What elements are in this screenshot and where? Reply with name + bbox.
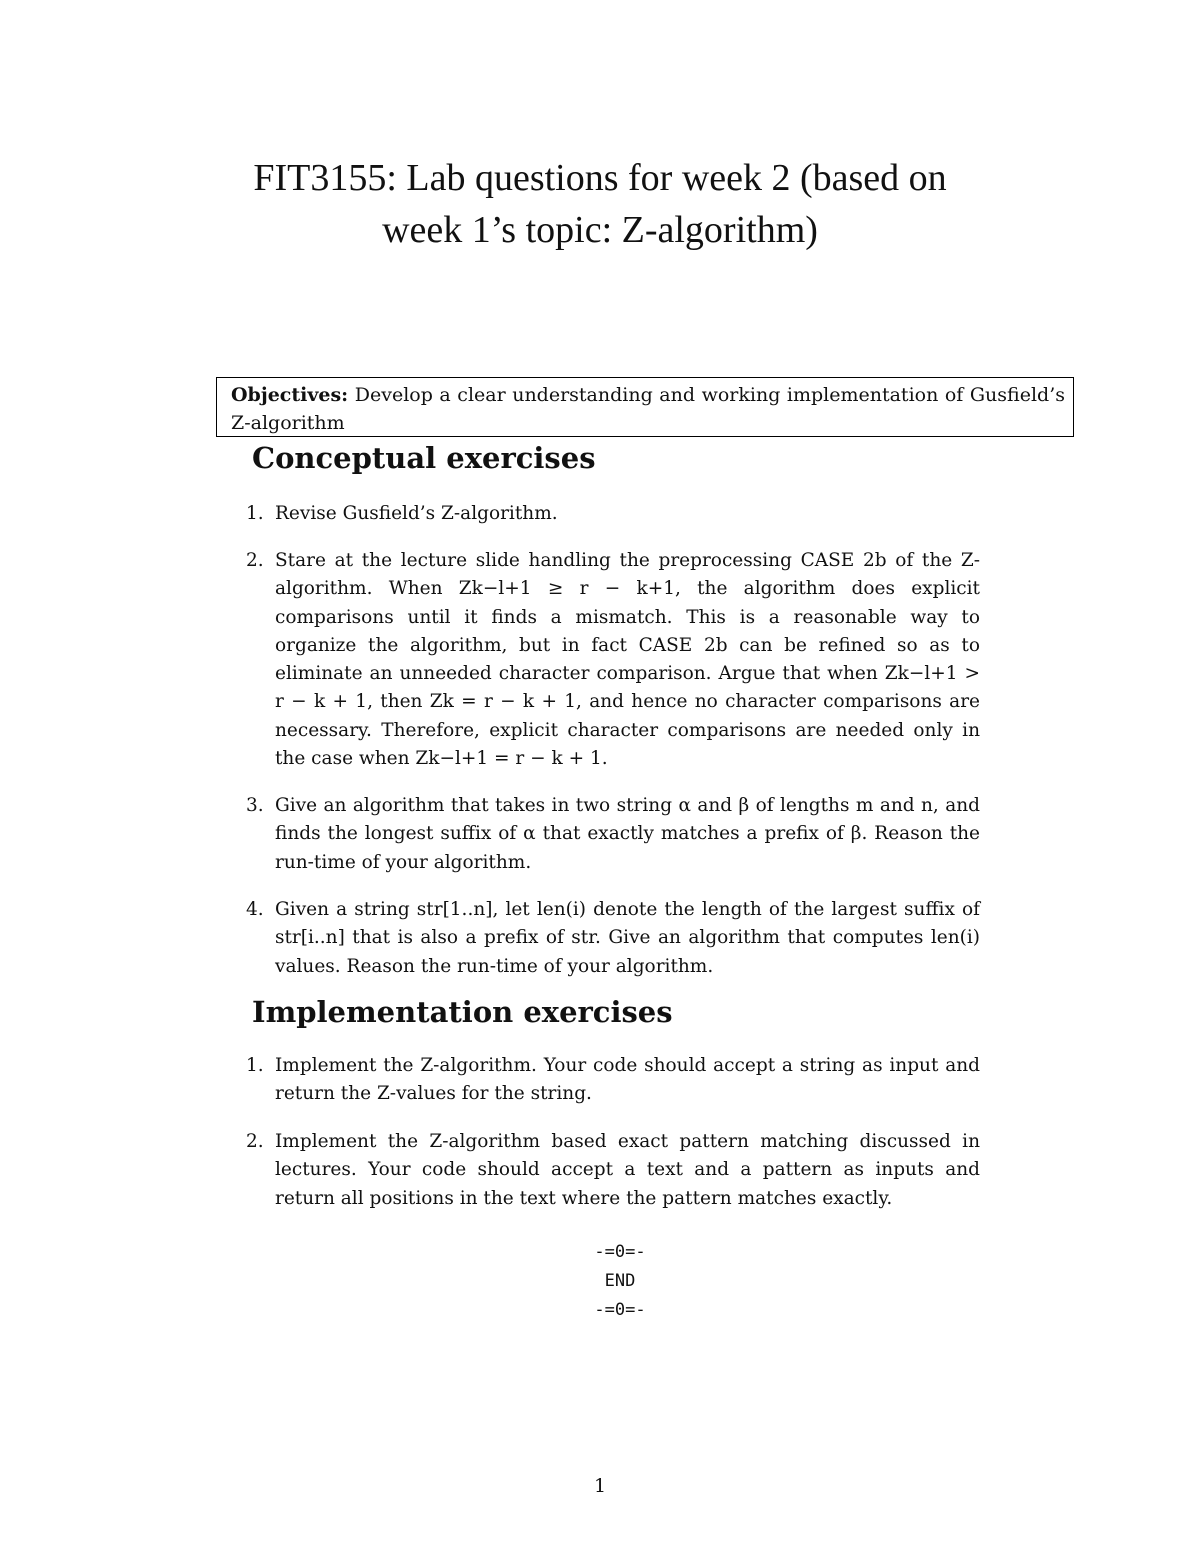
title-line-1: FIT3155: Lab questions for week 2 (based on: [253, 157, 947, 199]
item-number: 2.: [246, 550, 264, 571]
implementation-heading: Implementation exercises: [252, 995, 673, 1029]
objectives-label: Objectives:: [231, 384, 349, 406]
item-number: 1.: [246, 503, 264, 524]
item-number: 4.: [246, 899, 264, 920]
objectives-text: Develop a clear understanding and working implementation of Gusfield’s Z-algorithm: [231, 384, 1065, 434]
implementation-item-1: [246, 1052, 980, 1109]
end-label: END: [604, 1271, 636, 1291]
page-title: [150, 152, 1050, 256]
item-text: Implement the Z-algorithm based exact pattern matching discussed in lectures. Your code should accept a text and a pattern as inputs and return all positions in the text where the pattern matches exactly.: [275, 1131, 980, 1209]
end-divider-top: -=0=-: [594, 1242, 646, 1262]
implementation-item-2: [246, 1128, 980, 1213]
item-number: 2.: [246, 1131, 264, 1152]
title-line-2: week 1’s topic: Z-algorithm): [382, 209, 818, 251]
page-number: 1: [593, 1475, 607, 1497]
end-divider-bottom: -=0=-: [594, 1300, 646, 1320]
conceptual-item-2: [246, 547, 980, 773]
item-number: 3.: [246, 795, 264, 816]
conceptual-item-3: [246, 792, 980, 877]
conceptual-item-4: [246, 896, 980, 981]
item-text: Given a string str[1..n], let len(i) denote the length of the largest suffix of str[i..n] that is also a prefix of str. Give an algorithm that computes len(i) values. Reason the run-time of your algorithm.: [275, 899, 980, 977]
item-number: 1.: [246, 1055, 264, 1076]
item-text: Stare at the lecture slide handling the preprocessing CASE 2b of the Z-algorithm. When Zk−l+1 ≥ r − k+1, the algorithm does explicit comparisons until it finds a mismatch. This is a reasonable way to organize the algorithm, but in fact CASE 2b can be refined so as to eliminate an unneeded character comparison. Argue that when Zk−l+1 > r − k + 1, then Zk = r − k + 1, and hence no character comparisons are necessary. Therefore, explicit character comparisons are needed only in the case when Zk−l+1 = r − k + 1.: [275, 550, 980, 770]
item-text: Revise Gusfield’s Z-algorithm.: [275, 503, 558, 524]
conceptual-heading: Conceptual exercises: [252, 441, 596, 475]
item-text: Implement the Z-algorithm. Your code should accept a string as input and return the Z-values for the string.: [275, 1055, 980, 1105]
end-marker: [500, 1238, 740, 1325]
conceptual-item-1: [246, 500, 980, 528]
objectives-box: [216, 377, 1074, 437]
item-text: Give an algorithm that takes in two string α and β of lengths m and n, and finds the longest suffix of α that exactly matches a prefix of β. Reason the run-time of your algorithm.: [275, 795, 980, 873]
